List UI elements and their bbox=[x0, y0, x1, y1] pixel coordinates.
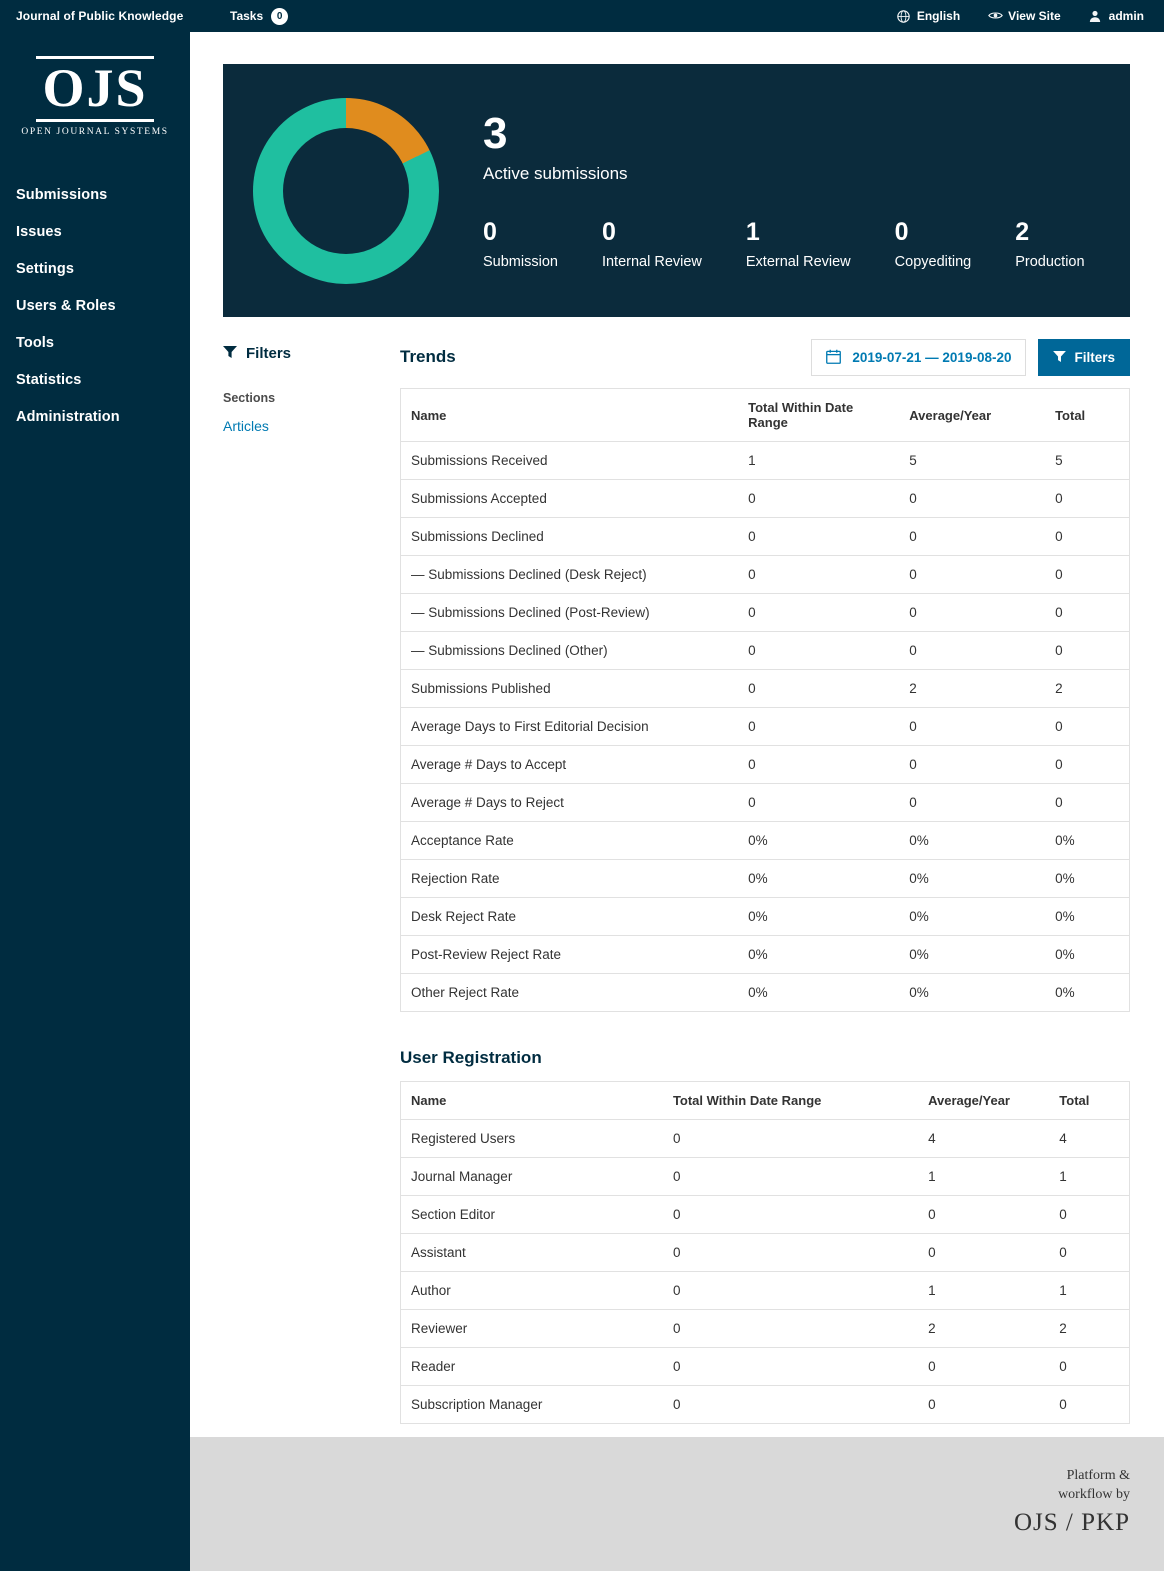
row-range: 0 bbox=[663, 1310, 918, 1348]
stage-internal-review-label: Internal Review bbox=[601, 253, 702, 270]
row-avg: 0% bbox=[899, 898, 1045, 936]
top-navigation-bar bbox=[0, 0, 1164, 32]
row-range: 0 bbox=[738, 556, 899, 594]
filters-heading bbox=[223, 345, 398, 362]
stats-summary bbox=[459, 108, 1129, 270]
stage-submission-count: 0 bbox=[483, 217, 497, 246]
row-range: 0% bbox=[738, 936, 899, 974]
row-total: 0 bbox=[1045, 632, 1129, 670]
filters-sidebar bbox=[223, 339, 398, 1424]
row-avg: 1 bbox=[918, 1272, 1049, 1310]
row-avg: 0 bbox=[899, 518, 1045, 556]
trends-table bbox=[400, 388, 1130, 1012]
stage-copyediting-count: 0 bbox=[894, 217, 909, 246]
row-name: Submissions Declined bbox=[401, 518, 739, 556]
row-total: 0 bbox=[1045, 708, 1129, 746]
content-row bbox=[223, 339, 1130, 1424]
stage-internal-review-count: 0 bbox=[601, 217, 616, 246]
row-total: 1 bbox=[1049, 1158, 1129, 1196]
sidebar-nav bbox=[0, 177, 190, 436]
row-total: 0% bbox=[1045, 860, 1129, 898]
row-total: 0 bbox=[1059, 1397, 1067, 1412]
row-total: 5 bbox=[1045, 442, 1129, 480]
language-label: English bbox=[916, 9, 961, 23]
row-name: Assistant bbox=[401, 1234, 663, 1272]
table-row bbox=[401, 936, 1130, 974]
trends-header bbox=[400, 339, 1130, 376]
donut-chart-wrapper bbox=[233, 98, 459, 284]
tasks-count-badge: 0 bbox=[271, 8, 288, 25]
row-range: 0 bbox=[738, 480, 899, 518]
stage-production-count: 2 bbox=[1015, 217, 1030, 246]
language-selector[interactable] bbox=[897, 9, 960, 23]
trends-title: Trends bbox=[400, 347, 456, 366]
row-total: 0 bbox=[1045, 518, 1129, 556]
stage-internal-review bbox=[601, 217, 702, 270]
row-range: 0 bbox=[663, 1272, 918, 1310]
table-row bbox=[401, 822, 1130, 860]
table-row bbox=[401, 1386, 1130, 1424]
tasks-button[interactable] bbox=[230, 8, 288, 25]
row-name: Desk Reject Rate bbox=[401, 898, 739, 936]
table-row bbox=[401, 480, 1130, 518]
stage-external-review-count: 1 bbox=[745, 217, 760, 246]
row-avg: 0% bbox=[899, 860, 1045, 898]
row-total: 0% bbox=[1045, 936, 1129, 974]
table-row bbox=[401, 518, 1130, 556]
row-avg: 0% bbox=[899, 822, 1045, 860]
row-total: 2 bbox=[1045, 670, 1129, 708]
row-avg: 0 bbox=[918, 1196, 1049, 1234]
row-range: 0 bbox=[738, 708, 899, 746]
stage-production bbox=[1015, 217, 1085, 270]
ur-col-range: Total Within Date Range bbox=[663, 1082, 918, 1120]
sidebar-item-settings[interactable]: Settings bbox=[16, 261, 74, 277]
sidebar-item-users-roles[interactable]: Users & Roles bbox=[16, 298, 116, 314]
row-range: 0 bbox=[738, 594, 899, 632]
row-total: 0 bbox=[1049, 1348, 1129, 1386]
row-name: Average # Days to Reject bbox=[401, 784, 739, 822]
trends-col-range: Total Within Date Range bbox=[738, 389, 899, 442]
date-range-button[interactable] bbox=[811, 339, 1026, 376]
table-row bbox=[401, 784, 1130, 822]
row-range: 0% bbox=[748, 985, 768, 1000]
table-row bbox=[401, 1196, 1130, 1234]
sections-label: Sections bbox=[223, 391, 276, 405]
table-row bbox=[401, 1158, 1130, 1196]
row-name: Section Editor bbox=[401, 1196, 663, 1234]
view-site-label: View Site bbox=[1008, 9, 1061, 23]
row-range: 0 bbox=[672, 1397, 681, 1412]
row-total: 0 bbox=[1049, 1234, 1129, 1272]
ur-col-name: Name bbox=[401, 1082, 663, 1120]
row-range: 0 bbox=[738, 784, 899, 822]
row-name: Journal Manager bbox=[401, 1158, 663, 1196]
row-range: 0 bbox=[663, 1348, 918, 1386]
footer-line-2: workflow by bbox=[1058, 1486, 1130, 1502]
submissions-donut-chart bbox=[253, 98, 439, 284]
row-name: Submissions Accepted bbox=[401, 480, 739, 518]
row-range: 0 bbox=[738, 632, 899, 670]
row-avg: 5 bbox=[899, 442, 1045, 480]
row-name: Registered Users bbox=[401, 1120, 663, 1158]
row-name: Acceptance Rate bbox=[401, 822, 739, 860]
trends-table-header-row bbox=[401, 389, 1130, 442]
row-avg: 4 bbox=[918, 1120, 1049, 1158]
trends-actions bbox=[811, 339, 1130, 376]
row-avg: 0 bbox=[899, 480, 1045, 518]
filters-heading-label: Filters bbox=[246, 345, 292, 362]
user-name: admin bbox=[1108, 9, 1144, 23]
row-total: 4 bbox=[1049, 1120, 1129, 1158]
row-name: Submissions Received bbox=[401, 442, 739, 480]
row-range: 0% bbox=[738, 898, 899, 936]
row-avg: 2 bbox=[918, 1310, 1049, 1348]
table-row bbox=[401, 974, 1130, 1012]
row-total: 0 bbox=[1045, 594, 1129, 632]
active-submissions-label: Active submissions bbox=[483, 163, 628, 183]
trends-col-name: Name bbox=[401, 389, 739, 442]
row-range: 0% bbox=[738, 822, 899, 860]
row-name: Rejection Rate bbox=[401, 860, 739, 898]
row-name: — Submissions Declined (Desk Reject) bbox=[401, 556, 739, 594]
page-footer bbox=[190, 1437, 1164, 1571]
footer-ojs-pkp-logo: OJS / PKP bbox=[1014, 1508, 1130, 1536]
table-row bbox=[401, 860, 1130, 898]
stage-external-review bbox=[745, 217, 851, 270]
sidebar bbox=[0, 32, 190, 1571]
row-avg: 0 bbox=[899, 632, 1045, 670]
user-menu[interactable] bbox=[1089, 9, 1144, 23]
row-name: Author bbox=[401, 1272, 663, 1310]
row-total: 0 bbox=[1045, 784, 1129, 822]
date-range-label: 2019-07-21 — 2019-08-20 bbox=[852, 350, 1012, 365]
filters-button[interactable] bbox=[1038, 339, 1130, 376]
row-avg: 0 bbox=[918, 1348, 1049, 1386]
row-avg: 0 bbox=[899, 594, 1045, 632]
stage-submission bbox=[483, 217, 558, 270]
sidebar-item-issues[interactable]: Issues bbox=[16, 224, 62, 240]
row-avg: 0% bbox=[909, 985, 929, 1000]
sidebar-item-tools[interactable]: Tools bbox=[16, 335, 55, 351]
trends-col-avg: Average/Year bbox=[899, 389, 1045, 442]
row-name: Subscription Manager bbox=[411, 1397, 543, 1412]
filters-button-label: Filters bbox=[1074, 350, 1115, 365]
table-row bbox=[401, 594, 1130, 632]
user-registration-table bbox=[400, 1081, 1130, 1424]
row-avg: 0 bbox=[899, 746, 1045, 784]
row-avg: 0 bbox=[899, 556, 1045, 594]
row-name: — Submissions Declined (Other) bbox=[401, 632, 739, 670]
stage-counts bbox=[483, 217, 1129, 270]
user-registration-title: User Registration bbox=[400, 1048, 542, 1067]
row-name: Reader bbox=[401, 1348, 663, 1386]
table-row bbox=[401, 1348, 1130, 1386]
row-total: 0 bbox=[1049, 1196, 1129, 1234]
sidebar-item-statistics[interactable]: Statistics bbox=[16, 372, 82, 388]
ojs-logo bbox=[0, 32, 190, 155]
footer-line-1: Platform & bbox=[1066, 1468, 1130, 1483]
row-range: 0 bbox=[738, 746, 899, 784]
table-row bbox=[401, 670, 1130, 708]
row-name: Post-Review Reject Rate bbox=[401, 936, 739, 974]
table-row bbox=[401, 1234, 1130, 1272]
view-site-link[interactable] bbox=[988, 9, 1060, 23]
stage-external-review-label: External Review bbox=[745, 253, 851, 270]
sidebar-item-administration[interactable]: Administration bbox=[16, 409, 120, 425]
row-range: 0% bbox=[738, 860, 899, 898]
table-row bbox=[401, 632, 1130, 670]
row-range: 0 bbox=[663, 1120, 918, 1158]
table-row bbox=[401, 442, 1130, 480]
main-content bbox=[190, 32, 1164, 1571]
table-row bbox=[401, 898, 1130, 936]
row-name: Other Reject Rate bbox=[411, 985, 520, 1000]
row-range: 0 bbox=[663, 1158, 918, 1196]
ur-col-total: Total bbox=[1049, 1082, 1129, 1120]
section-filter-articles[interactable]: Articles bbox=[223, 418, 269, 434]
table-row bbox=[401, 1310, 1130, 1348]
stage-production-label: Production bbox=[1015, 253, 1085, 270]
row-avg: 2 bbox=[899, 670, 1045, 708]
row-name: — Submissions Declined (Post-Review) bbox=[401, 594, 739, 632]
user-registration-header-row bbox=[401, 1082, 1130, 1120]
row-name: Average Days to First Editorial Decision bbox=[401, 708, 739, 746]
logo-text: OJS bbox=[36, 56, 153, 122]
row-total: 2 bbox=[1049, 1310, 1129, 1348]
user-icon bbox=[1089, 10, 1102, 23]
reports-column bbox=[398, 339, 1130, 1424]
table-row bbox=[401, 1120, 1130, 1158]
row-name: Submissions Published bbox=[401, 670, 739, 708]
trends-col-total: Total bbox=[1045, 389, 1129, 442]
eye-icon bbox=[988, 10, 1001, 23]
ur-col-avg: Average/Year bbox=[918, 1082, 1049, 1120]
row-total: 0% bbox=[1045, 822, 1129, 860]
table-row bbox=[401, 708, 1130, 746]
calendar-icon bbox=[826, 349, 841, 367]
row-avg: 1 bbox=[918, 1158, 1049, 1196]
row-total: 0% bbox=[1045, 898, 1129, 936]
table-row bbox=[401, 746, 1130, 784]
row-avg: 0 bbox=[899, 784, 1045, 822]
filter-funnel-icon bbox=[1053, 350, 1066, 365]
row-range: 0 bbox=[738, 518, 899, 556]
globe-icon bbox=[897, 10, 910, 23]
active-submissions-count: 3 bbox=[483, 108, 508, 158]
sidebar-item-submissions[interactable]: Submissions bbox=[16, 187, 108, 203]
row-total: 0 bbox=[1045, 746, 1129, 784]
stage-submission-label: Submission bbox=[483, 253, 558, 270]
row-avg: 0 bbox=[918, 1234, 1049, 1272]
top-right-actions bbox=[897, 9, 1164, 23]
row-total: 0 bbox=[1045, 556, 1129, 594]
stage-copyediting-label: Copyediting bbox=[894, 253, 972, 270]
tasks-label: Tasks bbox=[230, 9, 264, 23]
row-range: 0 bbox=[663, 1234, 918, 1272]
logo-subtext: OPEN JOURNAL SYSTEMS bbox=[21, 127, 169, 137]
row-name: Reviewer bbox=[401, 1310, 663, 1348]
row-avg: 0 bbox=[928, 1397, 936, 1412]
row-name: Average # Days to Accept bbox=[401, 746, 739, 784]
footer-branding bbox=[1014, 1467, 1130, 1537]
row-avg: 0 bbox=[899, 708, 1045, 746]
table-row bbox=[401, 556, 1130, 594]
journal-title: Journal of Public Knowledge bbox=[16, 9, 184, 23]
filter-icon bbox=[223, 345, 237, 362]
row-total: 1 bbox=[1049, 1272, 1129, 1310]
table-row bbox=[401, 1272, 1130, 1310]
row-total: 0% bbox=[1055, 985, 1075, 1000]
row-total: 0 bbox=[1045, 480, 1129, 518]
row-range: 0 bbox=[663, 1196, 918, 1234]
stage-copyediting bbox=[894, 217, 972, 270]
row-range: 0 bbox=[738, 670, 899, 708]
row-range: 1 bbox=[738, 442, 899, 480]
row-avg: 0% bbox=[899, 936, 1045, 974]
active-submissions-panel bbox=[223, 64, 1130, 317]
